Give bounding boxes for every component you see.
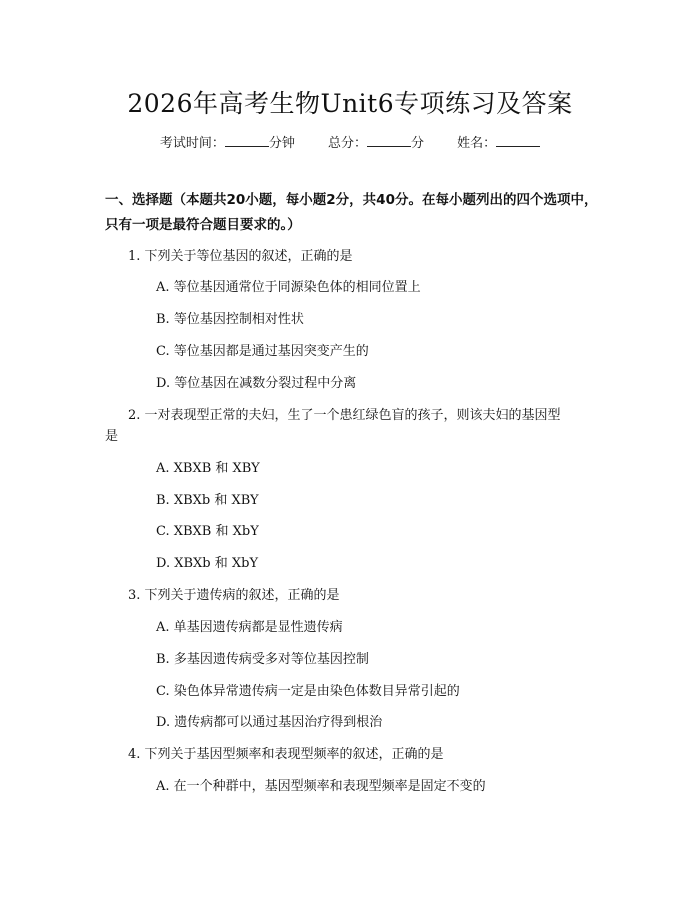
question-option: C. XBXB 和 XbY: [156, 524, 259, 539]
question-stem: 4. 下列关于基因型频率和表现型频率的叙述，正确的是: [128, 747, 444, 762]
section-heading: 一、选择题（本题共20小题，每小题2分，共40分。在每小题列出的四个选项中，只有一项是最符合题目要求的。）: [105, 192, 598, 233]
name-blank: [496, 134, 540, 147]
time-unit: 分钟: [268, 136, 295, 151]
question-option: A. XBXB 和 XBY: [156, 461, 260, 476]
question-option: D. 等位基因在减数分裂过程中分离: [156, 376, 357, 391]
score-label: 总分：: [327, 136, 367, 151]
question-option: C. 染色体异常遗传病一定是由染色体数目异常引起的: [156, 684, 460, 699]
question-stem-continued: 是: [105, 429, 119, 444]
question-option: A. 等位基因通常位于同源染色体的相同位置上: [156, 280, 421, 295]
exam-title: 2026年高考生物Unit6专项练习及答案: [127, 89, 573, 118]
question-option: B. 等位基因控制相对性状: [156, 312, 304, 327]
question-stem: 2. 一对表现型正常的夫妇，生了一个患红绿色盲的孩子，则该夫妇的基因型: [128, 408, 561, 423]
question-option: B. XBXb 和 XBY: [156, 493, 259, 508]
question-option: C. 等位基因都是通过基因突变产生的: [156, 344, 369, 359]
exam-meta: [0, 132, 700, 151]
question-option: B. 多基因遗传病受多对等位基因控制: [156, 652, 369, 667]
question-option: D. 遗传病都可以通过基因治疗得到根治: [156, 715, 383, 730]
score-blank: [367, 134, 411, 147]
question-option: A. 在一个种群中，基因型频率和表现型频率是固定不变的: [156, 779, 486, 794]
question-option: A. 单基因遗传病都是显性遗传病: [156, 620, 343, 635]
question-option: D. XBXb 和 XbY: [156, 556, 259, 571]
question-stem: 1. 下列关于等位基因的叙述，正确的是: [128, 249, 353, 264]
question-stem: 3. 下列关于遗传病的叙述，正确的是: [128, 588, 340, 603]
name-label: 姓名：: [457, 136, 497, 151]
time-label: 考试时间：: [159, 136, 225, 151]
time-blank: [225, 134, 269, 147]
score-unit: 分: [411, 136, 425, 151]
